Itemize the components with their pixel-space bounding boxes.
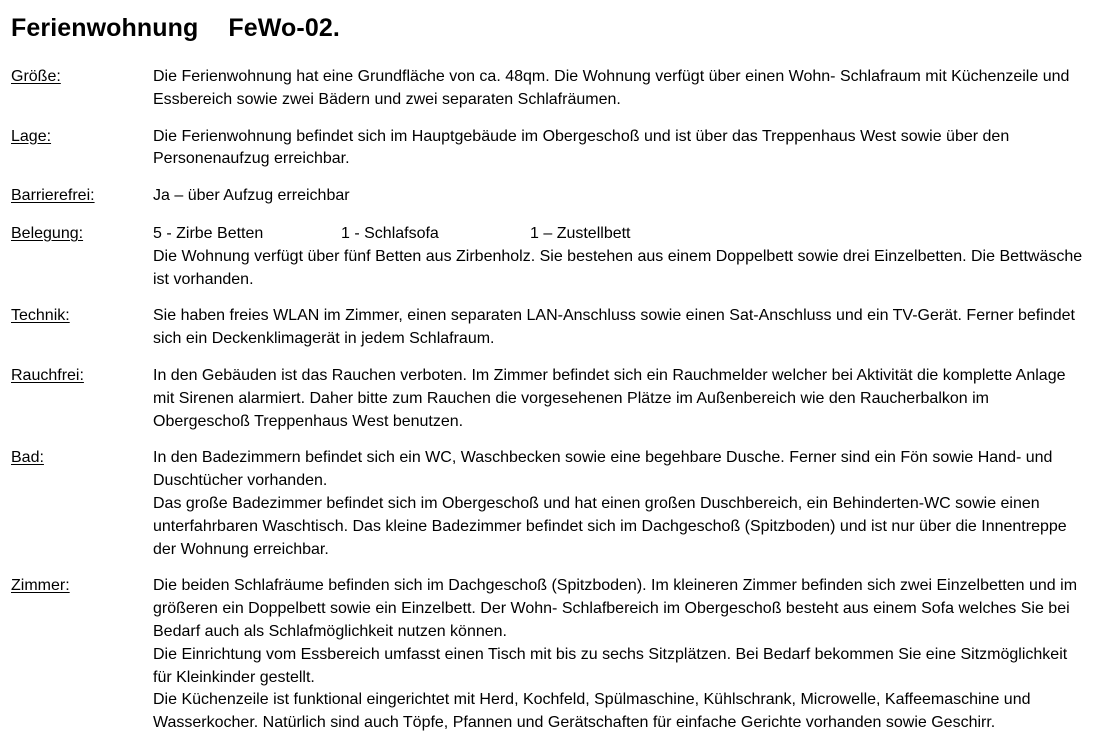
section-barrierefrei — [11, 185, 1086, 208]
section-content-zimmer — [153, 575, 1083, 735]
section-content-barrierefrei — [153, 185, 1083, 208]
section-paragraph-bad: In den Badezimmern befindet sich ein WC, Waschbecken sowie eine begehbare Dusche. Ferner sind ein Fön sowie Hand- und Duschtücher vorhanden. — [153, 449, 1053, 490]
section-technik — [11, 305, 1086, 351]
section-text-lage: Die Ferienwohnung befindet sich im Hauptgebäude im Obergeschoß und ist über das Treppenhaus West sowie über den Personenaufzug erreichbar. — [153, 127, 1010, 168]
belegung-item: 5 - Zirbe Betten — [153, 224, 264, 242]
belegung-items — [153, 223, 1083, 246]
section-lage — [11, 126, 1086, 172]
belegung-item: 1 - Schlafsofa — [341, 224, 439, 242]
section-groesse — [11, 66, 1086, 112]
section-text-barrierefrei: Ja – über Aufzug erreichbar — [153, 187, 350, 205]
section-content-technik — [153, 305, 1083, 351]
section-rauchfrei — [11, 365, 1086, 433]
section-text-groesse: Die Ferienwohnung hat eine Grundfläche von ca. 48qm. Die Wohnung verfügt über einen Wohn- Schlafraum mit Küchenzeile und Essbereich sowie zwei Bädern und zwei separaten Schlafräumen. — [153, 68, 1070, 108]
title-code: FeWo-02. — [228, 14, 340, 42]
section-label-belegung: Belegung: — [11, 224, 84, 242]
page-title — [11, 0, 1086, 44]
section-belegung — [11, 223, 1086, 291]
section-content-groesse — [153, 66, 1083, 112]
section-label-rauchfrei: Rauchfrei: — [11, 366, 84, 384]
section-label-zimmer: Zimmer: — [11, 577, 70, 595]
section-text-technik: Sie haben freies WLAN im Zimmer, einen separaten LAN-Anschluss sowie einen Sat-Anschluss und ein TV-Gerät. Ferner befindet sich ein Deckenklimagerät in jedem Schlafraum. — [153, 307, 1075, 348]
section-paragraph-zimmer: Die beiden Schlafräume befinden sich im Dachgeschoß (Spitzboden). Im kleineren Zimmer befinden sich zwei Einzelbetten und im größeren ein Doppelbett sowie ein Einzelbett. Der Wohn- Schlafbereich im Obergeschoß besteht aus einem Sofa welches Sie bei Bedarf auch als Schlafmöglichkeit nutzen können. — [153, 577, 1078, 640]
section-label-lage: Lage: — [11, 127, 52, 145]
section-content-belegung — [153, 223, 1083, 291]
document-page — [11, 0, 1086, 735]
section-paragraph-zimmer: Die Küchenzeile ist funktional eingerichtet mit Herd, Kochfeld, Spülmaschine, Kühlschrank, Microwelle, Kaffeemaschine und Wasserkocher. Natürlich sind auch Töpfe, Pfannen und Gerätschaften für einfache Gerichte vorhanden sowie Geschirr. — [153, 691, 1031, 732]
section-label-bad: Bad: — [11, 449, 44, 467]
section-text-rauchfrei: In den Gebäuden ist das Rauchen verboten. Im Zimmer befindet sich ein Rauchmelder welcher bei Aktivität die komplette Anlage mit Sirenen alarmiert. Daher bitte zum Rauchen die vorgesehenen Plätze im Außenbereich wie den Raucherbalkon im Obergeschoß Treppenhaus West benutzen. — [153, 366, 1066, 430]
section-text-belegung: Die Wohnung verfügt über fünf Betten aus Zirbenholz. Sie bestehen aus einem Doppelbett sowie drei Einzelbetten. Die Bettwäsche ist vorhanden. — [153, 247, 1083, 288]
section-label-groesse: Größe: — [11, 68, 61, 85]
title-name: Ferienwohnung — [11, 14, 199, 42]
section-content-rauchfrei — [153, 365, 1083, 433]
section-content-bad — [153, 447, 1083, 561]
section-paragraph-bad: Das große Badezimmer befindet sich im Obergeschoß und hat einen großen Duschbereich, ein Behinderten-WC sowie einen unterfahrbaren Waschtisch. Das kleine Badezimmer befindet sich im Dachgeschoß (Spitzboden) und ist nur über die Innentreppe der Wohnung erreichbar. — [153, 494, 1067, 558]
section-paragraph-zimmer: Die Einrichtung vom Essbereich umfasst einen Tisch mit bis zu sechs Sitzplätzen. Bei Bedarf bekommen Sie eine Sitzmöglichkeit für Kleinkinder gestellt. — [153, 645, 1068, 686]
belegung-item: 1 – Zustellbett — [530, 224, 631, 242]
section-content-lage — [153, 126, 1083, 172]
section-label-technik: Technik: — [11, 307, 70, 325]
section-zimmer — [11, 575, 1086, 735]
section-label-barrierefrei: Barrierefrei: — [11, 187, 95, 205]
section-bad — [11, 447, 1086, 561]
